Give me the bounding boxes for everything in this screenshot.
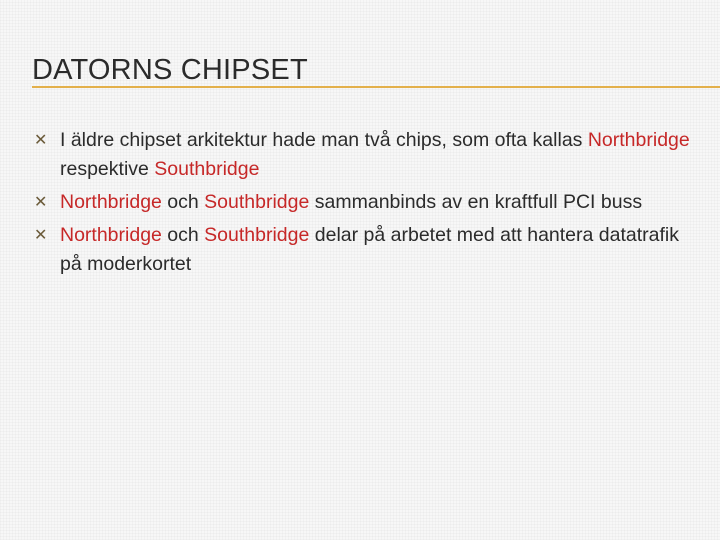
bullet-text: I äldre chipset arkitektur hade man två chips, som ofta kallas Northbridge respektive Southbridge <box>60 129 690 180</box>
x-bullet-icon: ✕ <box>34 194 48 211</box>
term-northbridge: Northbridge <box>60 224 162 246</box>
bullet-item <box>34 126 694 184</box>
slide-title: DATORNS CHIPSET <box>32 54 308 86</box>
term-southbridge: Southbridge <box>154 158 260 180</box>
term-southbridge: Southbridge <box>204 224 310 246</box>
bullet-text: Northbridge och Southbridge sammanbinds av en kraftfull PCI buss <box>60 191 643 213</box>
x-bullet-icon: ✕ <box>34 227 48 244</box>
bullet-list <box>34 126 694 283</box>
term-northbridge: Northbridge <box>60 191 162 213</box>
title-underline <box>32 86 720 88</box>
bullet-text: Northbridge och Southbridge delar på arbetet med att hantera datatrafik på moderkortet <box>60 224 679 275</box>
x-bullet-icon: ✕ <box>34 132 48 149</box>
bullet-item <box>34 221 694 279</box>
bullet-item <box>34 188 694 217</box>
term-southbridge: Southbridge <box>204 191 310 213</box>
term-northbridge: Northbridge <box>587 129 690 151</box>
